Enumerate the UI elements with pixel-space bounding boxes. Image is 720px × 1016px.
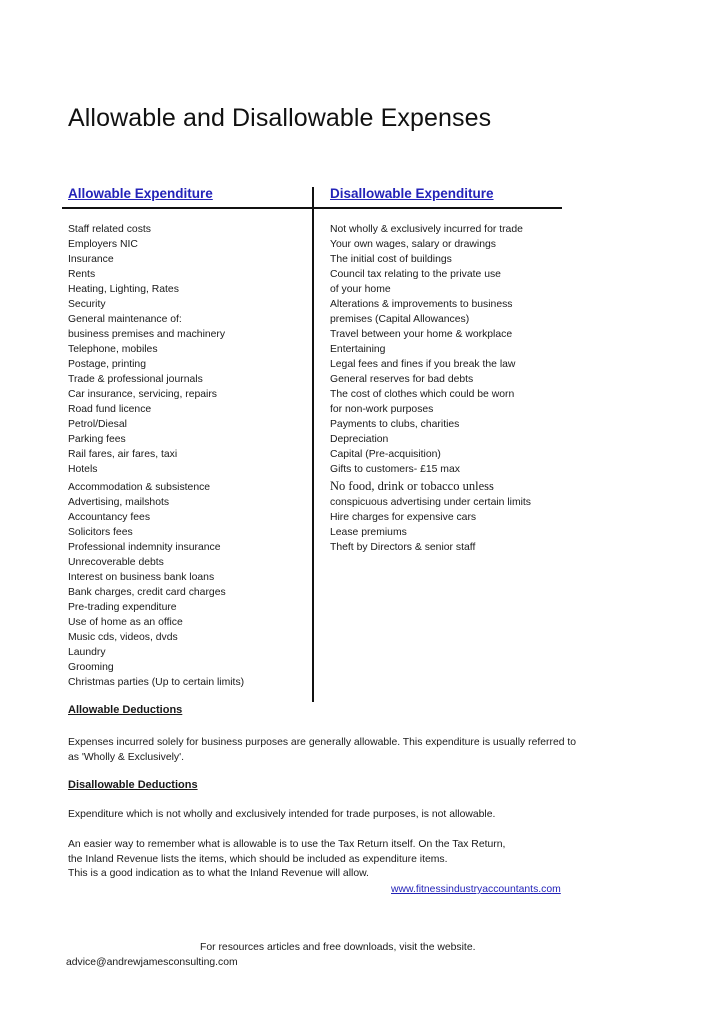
list-item: business premises and machinery	[68, 329, 226, 340]
list-item: Alterations & improvements to business	[330, 299, 513, 310]
table-vertical-rule	[312, 187, 314, 702]
allowable-deductions-heading: Allowable Deductions	[68, 704, 183, 716]
list-item: Car insurance, servicing, repairs	[68, 389, 217, 400]
list-item: Payments to clubs, charities	[330, 419, 460, 430]
list-item: Music cds, videos, dvds	[68, 632, 178, 643]
list-item: Accountancy fees	[68, 512, 151, 523]
list-item: Professional indemnity insurance	[68, 542, 221, 553]
list-item: premises (Capital Allowances)	[330, 314, 470, 325]
list-item: The initial cost of buildings	[330, 254, 452, 265]
list-item: Your own wages, salary or drawings	[330, 239, 496, 250]
tip-line: This is a good indication as to what the Inland Revenue will allow.	[68, 868, 369, 879]
list-item: Parking fees	[68, 434, 126, 445]
list-item: Insurance	[68, 254, 114, 265]
disallowable-expenditure-heading: Disallowable Expenditure	[330, 186, 494, 201]
allowable-expenditure-list	[68, 222, 244, 690]
list-item: Pre-trading expenditure	[68, 602, 177, 613]
list-item: conspicuous advertising under certain limits	[330, 497, 531, 508]
list-item: Capital (Pre-acquisition)	[330, 449, 441, 460]
list-item: Lease premiums	[330, 527, 407, 538]
list-item: Depreciation	[330, 434, 389, 445]
list-item: The cost of clothes which could be worn	[330, 389, 515, 400]
list-item: Use of home as an office	[68, 617, 183, 628]
list-item: Advertising, mailshots	[68, 497, 170, 508]
list-item: General maintenance of:	[68, 314, 182, 325]
list-item: Bank charges, credit card charges	[68, 587, 226, 598]
list-item: Grooming	[68, 662, 114, 673]
disallowable-deductions-text: Expenditure which is not wholly and exclusively intended for trade purposes, is not allowable.	[68, 809, 496, 820]
list-item: Council tax relating to the private use	[330, 269, 501, 280]
disallowable-expenditure-list	[330, 222, 531, 555]
list-item: Travel between your home & workplace	[330, 329, 513, 340]
tip-line: the Inland Revenue lists the items, which should be included as expenditure items.	[68, 853, 448, 865]
footer-note: For resources articles and free downloads, visit the website.	[200, 942, 476, 953]
page-title: Allowable and Disallowable Expenses	[68, 104, 492, 132]
list-item: for non-work purposes	[330, 404, 434, 415]
list-item: Staff related costs	[68, 224, 151, 235]
tip-line: An easier way to remember what is allowable is to use the Tax Return itself. On the Tax Return,	[68, 839, 506, 850]
list-item: Entertaining	[330, 344, 386, 355]
list-item: Security	[68, 299, 106, 310]
footer-email[interactable]: advice@andrewjamesconsulting.com	[66, 957, 238, 968]
list-item: Trade & professional journals	[68, 374, 203, 385]
list-item: Interest on business bank loans	[68, 572, 215, 583]
list-item: Road fund licence	[68, 404, 152, 415]
list-item: General reserves for bad debts	[330, 374, 474, 385]
list-item: Hotels	[68, 464, 98, 475]
list-item: Unrecoverable debts	[68, 557, 164, 568]
list-item: Not wholly & exclusively incurred for trade	[330, 224, 523, 235]
list-item: Gifts to customers- £15 max	[330, 464, 460, 475]
list-item: Postage, printing	[68, 359, 146, 370]
list-item: Rents	[68, 269, 96, 280]
allowable-deductions-text: Expenses incurred solely for business purposes are generally allowable. This expenditure is usually referred to as 'Wholly & Exclusively'.	[68, 737, 577, 763]
website-link[interactable]: www.fitnessindustryaccountants.com	[391, 884, 561, 895]
list-item: Rail fares, air fares, taxi	[68, 449, 178, 460]
list-item: Theft by Directors & senior staff	[330, 542, 476, 553]
list-item: Telephone, mobiles	[68, 344, 158, 355]
list-item: Hire charges for expensive cars	[330, 512, 477, 523]
list-item: Employers NIC	[68, 239, 138, 250]
list-item: No food, drink or tobacco unless	[330, 479, 494, 493]
list-item: Solicitors fees	[68, 527, 133, 538]
list-item: Legal fees and fines if you break the law	[330, 359, 516, 370]
tip-paragraph	[68, 838, 668, 882]
disallowable-deductions-heading: Disallowable Deductions	[68, 779, 198, 791]
list-item: Christmas parties (Up to certain limits)	[68, 677, 245, 688]
list-item: of your home	[330, 284, 391, 295]
allowable-expenditure-heading: Allowable Expenditure	[68, 186, 213, 201]
list-item: Accommodation & subsistence	[68, 482, 211, 493]
list-item: Petrol/Diesal	[68, 419, 127, 430]
list-item: Heating, Lighting, Rates	[68, 284, 179, 295]
list-item: Laundry	[68, 647, 106, 658]
